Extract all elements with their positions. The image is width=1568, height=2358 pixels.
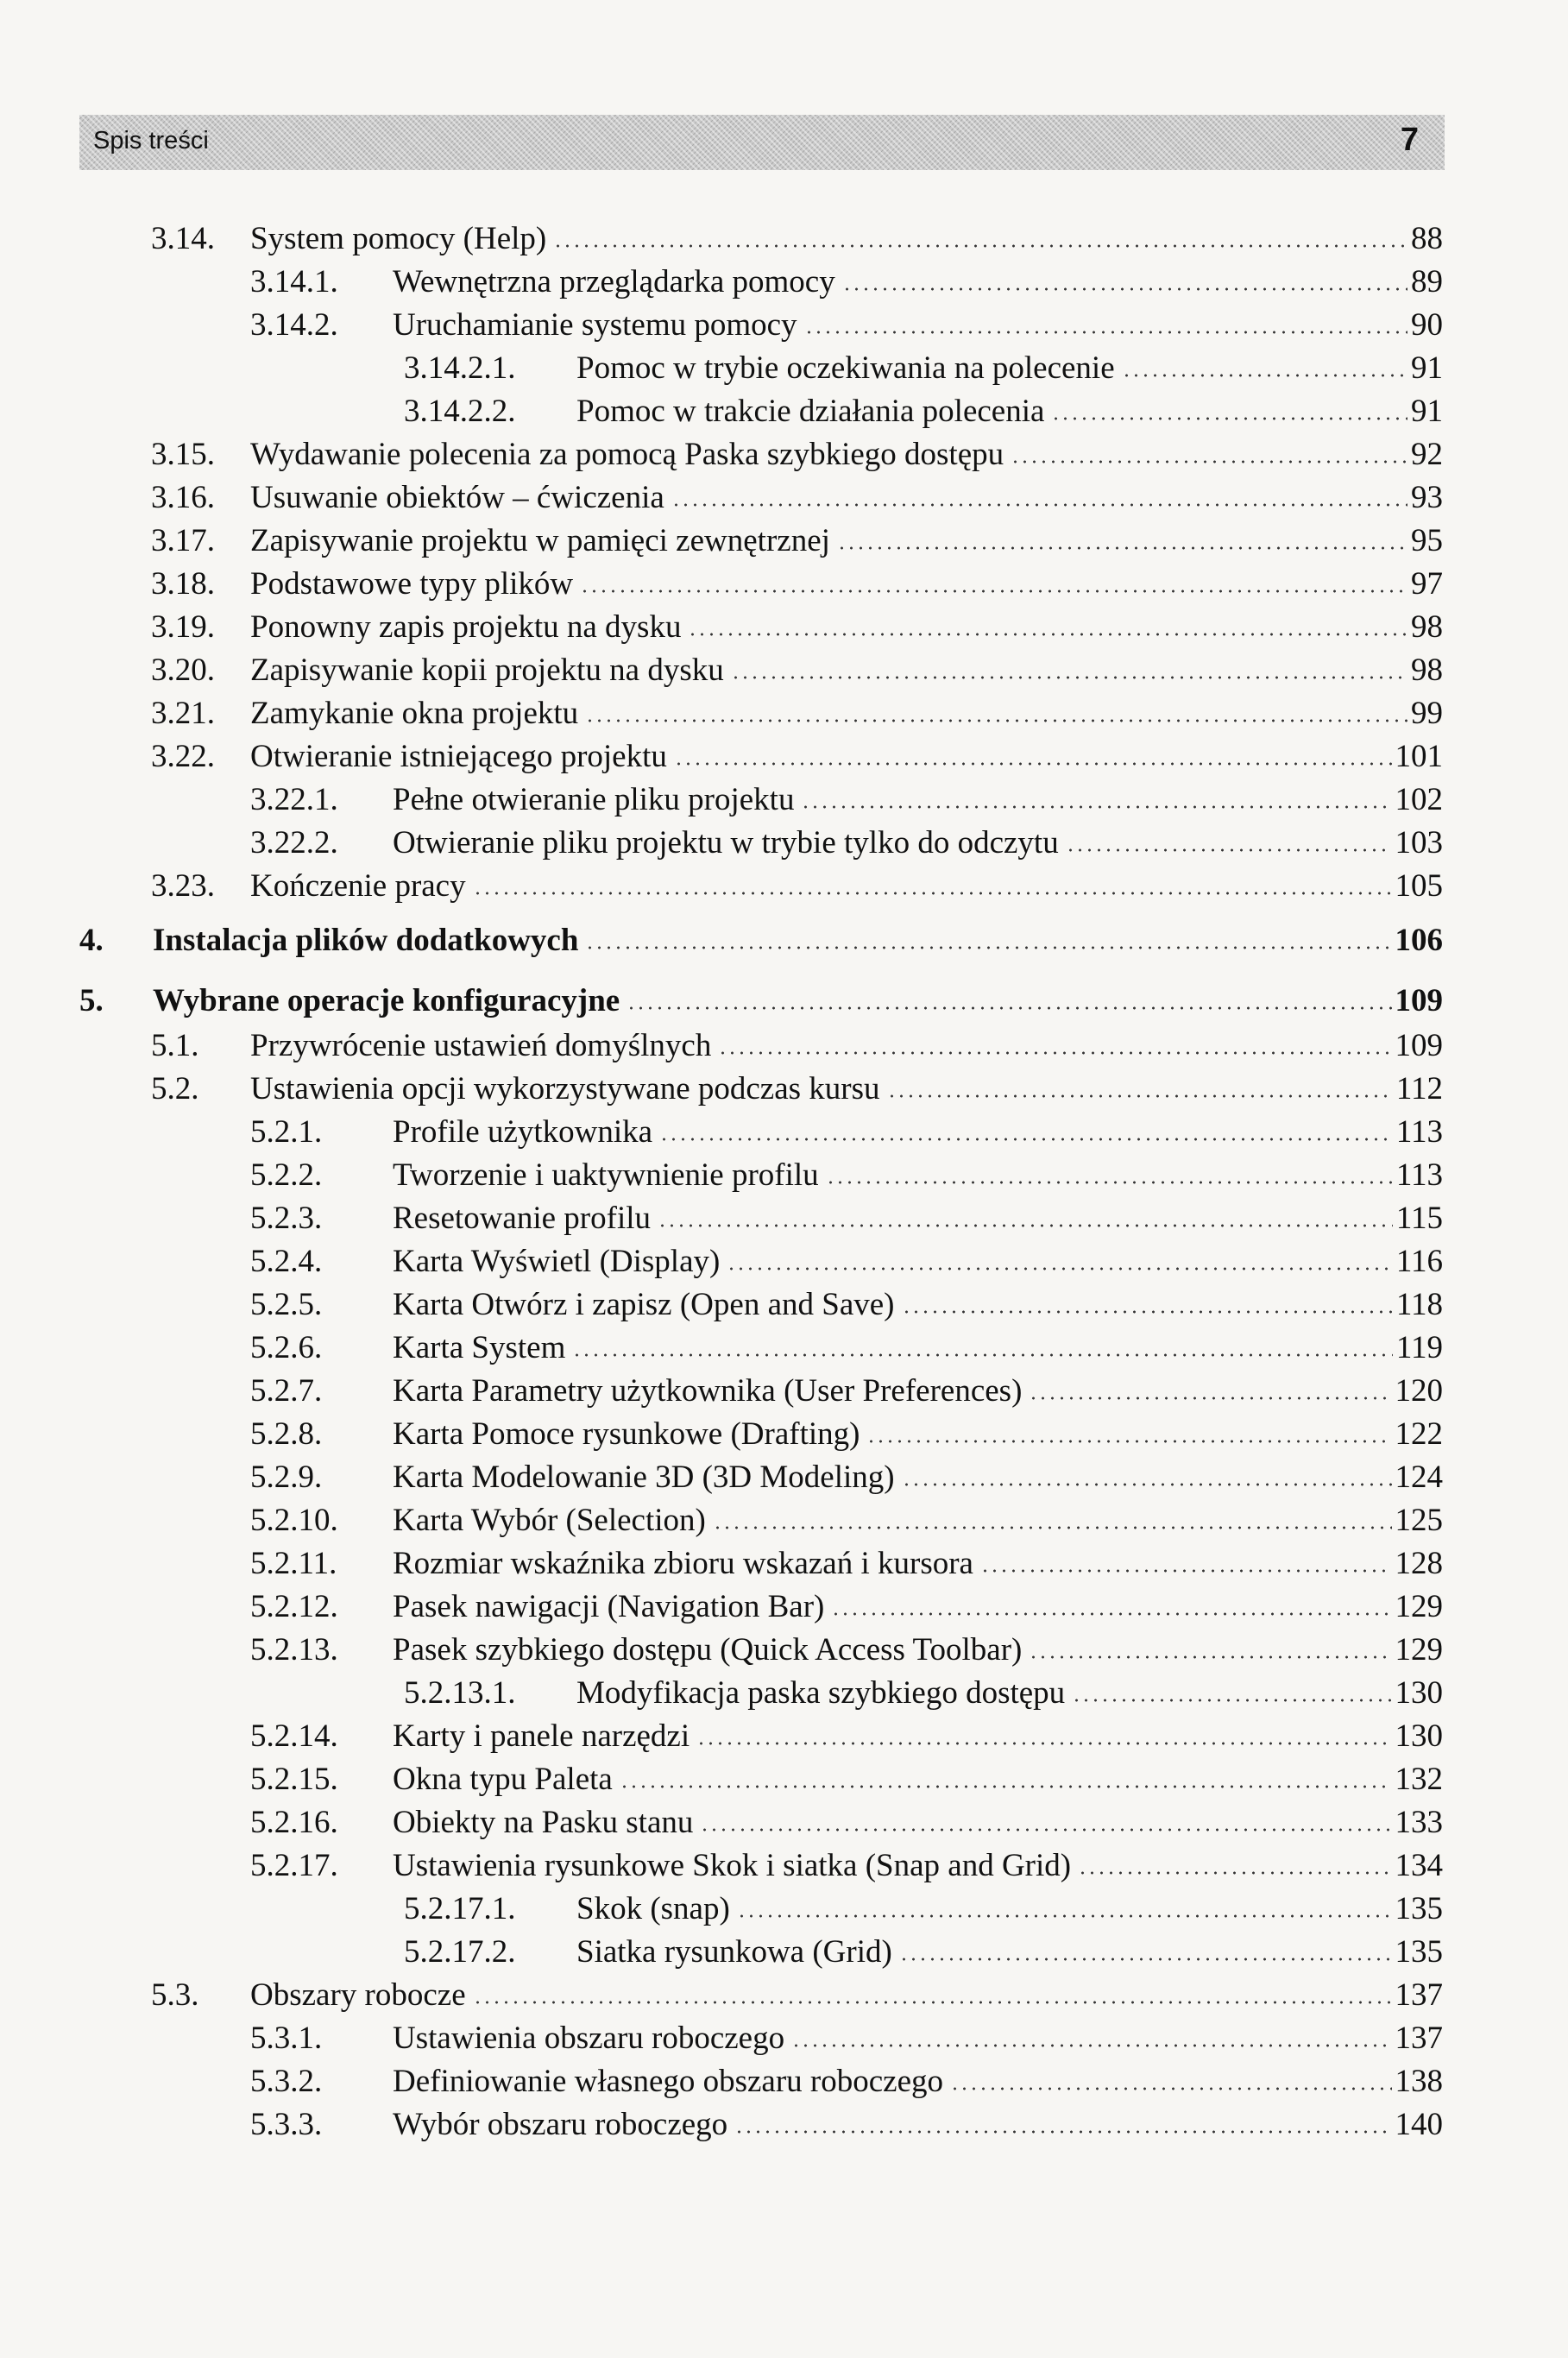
dot-leader — [473, 2000, 1392, 2005]
toc-entry-page: 103 — [1395, 825, 1443, 861]
toc-entry-row — [151, 436, 1443, 474]
toc-entry-page: 140 — [1395, 2107, 1443, 2142]
toc-entry-title: Karta Wyświetl (Display) — [393, 1244, 721, 1279]
dot-leader — [696, 1741, 1391, 1746]
toc-entry-row — [250, 306, 1443, 344]
toc-entry-number: 5.3. — [151, 1977, 199, 2013]
dot-leader — [713, 1525, 1392, 1530]
toc-entry-title: Skok (snap) — [576, 1891, 730, 1926]
toc-entry-title: Zapisywanie projektu w pamięci zewnętrznej — [250, 523, 830, 558]
toc-entry-number: 4. — [79, 923, 104, 958]
toc-entry-title: Karta System — [393, 1330, 566, 1365]
toc-entry-title: Wydawanie polecenia za pomocą Paska szybkiego dostępu — [250, 437, 1004, 472]
toc-entry-row — [151, 652, 1443, 690]
toc-entry-title: Ponowny zapis projektu na dysku — [250, 609, 682, 645]
toc-entry-row — [250, 263, 1443, 301]
toc-entry-row — [250, 1631, 1443, 1669]
toc-entry-number: 5.2.14. — [250, 1718, 338, 1754]
toc-entry-title: Uruchamianie systemu pomocy — [393, 307, 797, 343]
toc-entry-title: Pasek nawigacji (Navigation Bar) — [393, 1589, 825, 1624]
toc-entry-title: Kończenie pracy — [250, 868, 466, 904]
toc-entry-row — [151, 479, 1443, 517]
toc-entry-title: Wybór obszaru roboczego — [393, 2107, 728, 2142]
toc-entry-page: 90 — [1411, 307, 1443, 343]
toc-entry-page: 122 — [1395, 1416, 1443, 1452]
toc-entry-number: 5.2.12. — [250, 1589, 338, 1624]
toc-entry-title: Karta Pomoce rysunkowe (Drafting) — [393, 1416, 860, 1452]
toc-entry-row — [250, 1286, 1443, 1324]
dot-leader — [1066, 848, 1392, 853]
dot-leader — [837, 545, 1407, 551]
toc-entry-row — [250, 781, 1443, 819]
toc-entry-title: Definiowanie własnego obszaru roboczego — [393, 2064, 944, 2099]
toc-entry-title: Pasek szybkiego dostępu (Quick Access Toolbar) — [393, 1632, 1023, 1668]
toc-entry-row — [151, 220, 1443, 258]
toc-entry-row — [250, 1804, 1443, 1842]
dot-leader — [887, 1094, 1393, 1099]
header-title: Spis treści — [93, 127, 209, 154]
toc-entry-page: 135 — [1395, 1934, 1443, 1970]
toc-entry-row — [250, 1847, 1443, 1885]
toc-entry-row — [151, 565, 1443, 603]
toc-entry-title: Otwieranie istniejącego projektu — [250, 739, 667, 774]
dot-leader — [950, 2086, 1391, 2091]
toc-entry-number: 3.15. — [151, 437, 215, 472]
toc-entry-row — [250, 1545, 1443, 1583]
toc-entry-number: 5.2.11. — [250, 1546, 337, 1581]
toc-entry-number: 3.14.1. — [250, 264, 338, 299]
toc-entry-row — [250, 1200, 1443, 1238]
toc-entry-row — [151, 608, 1443, 646]
toc-entry-row — [151, 695, 1443, 733]
toc-entry-page: 130 — [1395, 1718, 1443, 1754]
dot-leader — [580, 589, 1407, 594]
toc-entry-page: 138 — [1395, 2064, 1443, 2099]
toc-entry-number: 5.2.17.1. — [404, 1891, 516, 1926]
toc-entry-page: 97 — [1411, 566, 1443, 602]
toc-entry-number: 3.20. — [151, 653, 215, 688]
dot-leader — [718, 1050, 1391, 1056]
toc-entry-title: Rozmiar wskaźnika zbioru wskazań i kursora — [393, 1546, 973, 1581]
toc-entry-row — [404, 1674, 1443, 1712]
dot-leader — [899, 1957, 1392, 1962]
toc-entry-number: 5.2.3. — [250, 1201, 323, 1236]
toc-entry-page: 129 — [1395, 1589, 1443, 1624]
toc-entry-page: 98 — [1411, 653, 1443, 688]
toc-entry-row — [250, 1588, 1443, 1626]
toc-entry-page: 113 — [1395, 1114, 1443, 1150]
toc-entry-page: 101 — [1395, 739, 1443, 774]
toc-entry-number: 5.2.6. — [250, 1330, 323, 1365]
toc-entry-page: 93 — [1411, 480, 1443, 515]
toc-entry-page: 137 — [1395, 2021, 1443, 2056]
toc-entry-number: 5.2. — [151, 1071, 199, 1106]
toc-entry-row — [250, 824, 1443, 862]
toc-entry-number: 3.18. — [151, 566, 215, 602]
toc-entry-title: Zamykanie okna projektu — [250, 696, 579, 731]
dot-leader — [585, 945, 1391, 950]
dot-leader — [572, 1352, 1392, 1358]
toc-entry-row — [250, 1459, 1443, 1497]
toc-entry-title: Okna typu Paleta — [393, 1762, 613, 1797]
toc-entry-page: 88 — [1411, 221, 1443, 256]
toc-chapter-row — [79, 922, 1443, 960]
toc-entry-number: 5.2.17.2. — [404, 1934, 516, 1970]
toc-entry-number: 5.2.1. — [250, 1114, 323, 1150]
dot-leader — [734, 2129, 1391, 2134]
toc-entry-number: 3.17. — [151, 523, 215, 558]
toc-entry-page: 132 — [1395, 1762, 1443, 1797]
toc-entry-title: Otwieranie pliku projektu w trybie tylko do odczytu — [393, 825, 1059, 861]
toc-entry-title: Usuwanie obiektów – ćwiczenia — [250, 480, 664, 515]
toc-entry-page: 116 — [1395, 1244, 1443, 1279]
dot-leader — [737, 1914, 1392, 1919]
toc-entry-number: 5.3.1. — [250, 2021, 323, 2056]
toc-entry-title: Ustawienia obszaru roboczego — [393, 2021, 785, 2056]
toc-entry-page: 98 — [1411, 609, 1443, 645]
toc-entry-page: 113 — [1395, 1157, 1443, 1193]
dot-leader — [473, 891, 1392, 896]
toc-entry-page: 128 — [1395, 1546, 1443, 1581]
toc-entry-page: 95 — [1411, 523, 1443, 558]
toc-entry-number: 5.2.17. — [250, 1848, 338, 1883]
dot-leader — [866, 1439, 1391, 1444]
toc-entry-page: 109 — [1395, 983, 1443, 1018]
toc-entry-number: 5.2.2. — [250, 1157, 323, 1193]
toc-entry-row — [151, 1027, 1443, 1065]
toc-entry-row — [404, 1890, 1443, 1928]
toc-entry-title: Tworzenie i uaktywnienie profilu — [393, 1157, 819, 1193]
toc-entry-row — [404, 350, 1443, 388]
toc-entry-row — [151, 1977, 1443, 2014]
toc-entry-page: 99 — [1411, 696, 1443, 731]
toc-entry-title: System pomocy (Help) — [250, 221, 547, 256]
toc-entry-row — [151, 522, 1443, 560]
dot-leader — [674, 761, 1392, 766]
toc-entry-title: Karta Otwórz i zapisz (Open and Save) — [393, 1287, 895, 1322]
toc-entry-page: 115 — [1395, 1201, 1443, 1236]
toc-entry-row — [250, 1157, 1443, 1195]
dot-leader — [826, 1180, 1393, 1185]
toc-entry-number: 5.2.8. — [250, 1416, 323, 1452]
toc-entry-number: 5.2.5. — [250, 1287, 323, 1322]
dot-leader — [801, 804, 1391, 810]
toc-entry-title: Pełne otwieranie pliku projektu — [393, 782, 795, 817]
toc-entry-number: 5.2.15. — [250, 1762, 338, 1797]
dot-leader — [1029, 1655, 1391, 1660]
dot-leader — [620, 1784, 1392, 1789]
toc-entry-title: Obiekty na Pasku stanu — [393, 1805, 694, 1840]
toc-entry-number: 3.16. — [151, 480, 215, 515]
toc-entry-title: Instalacja plików dodatkowych — [153, 923, 579, 958]
dot-leader — [1029, 1396, 1391, 1401]
toc-entry-page: 92 — [1411, 437, 1443, 472]
dot-leader — [585, 718, 1407, 723]
toc-entry-page: 133 — [1395, 1805, 1443, 1840]
toc-entry-page: 102 — [1395, 782, 1443, 817]
toc-entry-number: 5.3.2. — [250, 2064, 323, 2099]
toc-entry-title: Pomoc w trakcie działania polecenia — [576, 394, 1045, 429]
toc-entry-number: 5. — [79, 983, 104, 1018]
toc-entry-title: Modyfikacja paska szybkiego dostępu — [576, 1675, 1066, 1711]
dot-leader — [1122, 373, 1407, 378]
dot-leader — [659, 1137, 1393, 1142]
toc-entry-page: 106 — [1395, 923, 1443, 958]
toc-entry-page: 91 — [1411, 350, 1443, 386]
dot-leader — [658, 1223, 1393, 1228]
toc-entry-number: 3.14.2.1. — [404, 350, 516, 386]
toc-entry-row — [250, 1761, 1443, 1799]
toc-entry-number: 5.2.4. — [250, 1244, 323, 1279]
toc-entry-row — [250, 1372, 1443, 1410]
toc-entry-title: Wewnętrzna przeglądarka pomocy — [393, 264, 835, 299]
dot-leader — [804, 330, 1407, 335]
dot-leader — [727, 1266, 1393, 1271]
dot-leader — [980, 1568, 1392, 1573]
toc-entry-title: Obszary robocze — [250, 1977, 466, 2013]
toc-entry-title: Przywrócenie ustawień domyślnych — [250, 1028, 712, 1063]
toc-entry-page: 119 — [1395, 1330, 1443, 1365]
dot-leader — [627, 1006, 1391, 1011]
toc-entry-title: Podstawowe typy plików — [250, 566, 574, 602]
toc-entry-title: Wybrane operacje konfiguracyjne — [153, 983, 620, 1018]
toc-entry-title: Zapisywanie kopii projektu na dysku — [250, 653, 724, 688]
toc-entry-number: 5.1. — [151, 1028, 199, 1063]
toc-entry-title: Karty i panele narzędzi — [393, 1718, 690, 1754]
toc-entry-number: 3.22.1. — [250, 782, 338, 817]
dot-leader — [902, 1482, 1392, 1487]
toc-entry-row — [151, 738, 1443, 776]
toc-entry-page: 137 — [1395, 1977, 1443, 2013]
toc-entry-number: 3.14.2.2. — [404, 394, 516, 429]
toc-entry-page: 120 — [1395, 1373, 1443, 1409]
toc-entry-number: 3.14.2. — [250, 307, 338, 343]
toc-entry-page: 105 — [1395, 868, 1443, 904]
toc-entry-row — [151, 867, 1443, 905]
toc-entry-page: 129 — [1395, 1632, 1443, 1668]
toc-entry-number: 5.2.9. — [250, 1460, 323, 1495]
toc-entry-title: Ustawienia rysunkowe Skok i siatka (Snap and Grid) — [393, 1848, 1072, 1883]
toc-entry-number: 5.2.7. — [250, 1373, 323, 1409]
dot-leader — [831, 1611, 1391, 1617]
header-page-number: 7 — [1400, 122, 1419, 158]
dot-leader — [1011, 459, 1407, 464]
toc-entry-title: Ustawienia opcji wykorzystywane podczas kursu — [250, 1071, 880, 1106]
toc-chapter-row — [79, 982, 1443, 1020]
toc-entry-row — [404, 393, 1443, 431]
toc-entry-page: 91 — [1411, 394, 1443, 429]
toc-entry-row — [250, 1415, 1443, 1453]
dot-leader — [731, 675, 1407, 680]
toc-entry-row — [250, 1502, 1443, 1540]
toc-entry-page: 130 — [1395, 1675, 1443, 1711]
toc-entry-title: Karta Parametry użytkownika (User Preferences) — [393, 1373, 1023, 1409]
dot-leader — [688, 632, 1407, 637]
toc-entry-number: 5.2.10. — [250, 1503, 338, 1538]
toc-entry-row — [250, 1113, 1443, 1151]
toc-entry-page: 112 — [1395, 1071, 1443, 1106]
toc-entry-number: 3.19. — [151, 609, 215, 645]
toc-entry-title: Pomoc w trybie oczekiwania na polecenie — [576, 350, 1115, 386]
toc-entry-title: Siatka rysunkowa (Grid) — [576, 1934, 892, 1970]
toc-entry-number: 3.21. — [151, 696, 215, 731]
dot-leader — [553, 243, 1407, 249]
dot-leader — [902, 1309, 1393, 1315]
toc-entry-title: Resetowanie profilu — [393, 1201, 651, 1236]
toc-entry-number: 3.22.2. — [250, 825, 338, 861]
dot-leader — [842, 287, 1407, 292]
toc-entry-number: 5.2.13.1. — [404, 1675, 516, 1711]
toc-entry-row — [151, 1070, 1443, 1108]
toc-entry-title: Karta Wybór (Selection) — [393, 1503, 706, 1538]
toc-entry-page: 118 — [1395, 1287, 1443, 1322]
toc-entry-page: 135 — [1395, 1891, 1443, 1926]
toc-entry-page: 134 — [1395, 1848, 1443, 1883]
toc-entry-row — [250, 2020, 1443, 2058]
toc-entry-row — [250, 1243, 1443, 1281]
toc-entry-number: 5.2.16. — [250, 1805, 338, 1840]
dot-leader — [1078, 1870, 1391, 1876]
dot-leader — [791, 2043, 1391, 2048]
toc-entry-row — [404, 1933, 1443, 1971]
toc-entry-page: 124 — [1395, 1460, 1443, 1495]
dot-leader — [700, 1827, 1391, 1832]
dot-leader — [1072, 1698, 1391, 1703]
toc-entry-page: 109 — [1395, 1028, 1443, 1063]
toc-entry-number: 3.14. — [151, 221, 215, 256]
toc-entry-row — [250, 1329, 1443, 1367]
dot-leader — [671, 502, 1407, 508]
toc-entry-row — [250, 2063, 1443, 2101]
toc-entry-row — [250, 1718, 1443, 1756]
dot-leader — [1051, 416, 1407, 421]
toc-entry-title: Profile użytkownika — [393, 1114, 653, 1150]
toc-entry-number: 3.23. — [151, 868, 215, 904]
toc-entry-number: 5.2.13. — [250, 1632, 338, 1668]
toc-entry-page: 125 — [1395, 1503, 1443, 1538]
toc-entry-number: 5.3.3. — [250, 2107, 323, 2142]
toc-entry-row — [250, 2106, 1443, 2144]
toc-entry-title: Karta Modelowanie 3D (3D Modeling) — [393, 1460, 895, 1495]
toc-entry-number: 3.22. — [151, 739, 215, 774]
toc-entry-page: 89 — [1411, 264, 1443, 299]
